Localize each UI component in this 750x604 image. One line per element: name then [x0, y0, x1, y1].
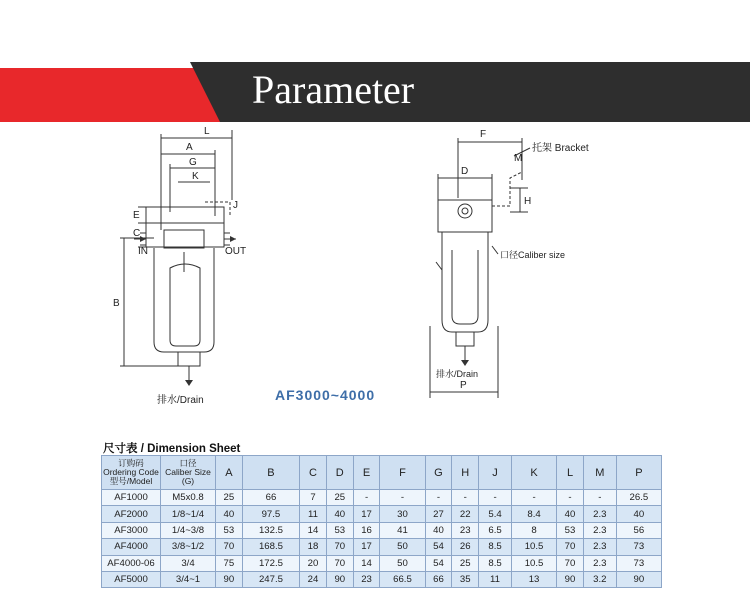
dim-label-g: G	[189, 157, 197, 168]
caliber-label: 口径Caliber size	[500, 250, 566, 260]
dim-label-f: F	[480, 129, 487, 140]
table-cell: 11	[300, 506, 327, 522]
table-header-row	[102, 456, 662, 490]
table-cell: 54	[425, 539, 452, 555]
cell-caliber: 3/4~1	[161, 571, 216, 587]
dimension-sheet-title: 尺寸表 / Dimension Sheet	[103, 443, 241, 455]
dim-label-k: K	[192, 171, 199, 182]
table-cell: 247.5	[242, 571, 299, 587]
table-cell: 2.3	[583, 522, 616, 538]
table-cell: 90	[326, 571, 353, 587]
table-cell: 5.4	[479, 506, 512, 522]
table-cell: 54	[425, 555, 452, 571]
table-cell: 50	[380, 539, 425, 555]
table-cell: -	[511, 490, 556, 506]
table-cell: 30	[380, 506, 425, 522]
table-cell: 40	[216, 506, 243, 522]
dimension-table	[101, 455, 662, 588]
table-cell: 40	[616, 506, 661, 522]
table-cell: 70	[216, 539, 243, 555]
table-cell: 50	[380, 555, 425, 571]
table-cell: 56	[616, 522, 661, 538]
bracket-label: 托架 Bracket	[532, 143, 589, 154]
header-model-line: Ordering Code	[103, 467, 159, 477]
dim-label-m: M	[514, 153, 523, 164]
cell-caliber: M5x0.8	[161, 490, 216, 506]
table-cell: 25	[216, 490, 243, 506]
header-col: H	[452, 456, 479, 490]
header-col: C	[300, 456, 327, 490]
table-cell: 66	[242, 490, 299, 506]
table-cell: 70	[326, 555, 353, 571]
table-cell: 16	[353, 522, 380, 538]
header-caliber-line: Caliber Size	[165, 467, 211, 477]
header-model-line: 型号/Model	[109, 476, 153, 486]
dim-label-l: L	[204, 126, 210, 137]
dim-label-a: A	[186, 142, 193, 153]
table-cell: 10.5	[511, 555, 556, 571]
table-cell: 75	[216, 555, 243, 571]
table-cell: 8.5	[479, 539, 512, 555]
cell-model: AF3000	[102, 522, 161, 538]
table-row	[102, 571, 662, 587]
table-cell: 7	[300, 490, 327, 506]
table-cell: 17	[353, 506, 380, 522]
table-cell: 70	[326, 539, 353, 555]
drain-label-left: 排水/Drain	[157, 395, 204, 406]
table-cell: -	[380, 490, 425, 506]
table-cell: 53	[557, 522, 584, 538]
header-col: E	[353, 456, 380, 490]
header-col: P	[616, 456, 661, 490]
table-cell: 10.5	[511, 539, 556, 555]
table-cell: 25	[452, 555, 479, 571]
table-cell: 18	[300, 539, 327, 555]
table-cell: 53	[216, 522, 243, 538]
table-cell: 73	[616, 555, 661, 571]
table-cell: 40	[326, 506, 353, 522]
port-out-label: OUT	[225, 246, 247, 257]
header-col: L	[557, 456, 584, 490]
table-cell: 23	[452, 522, 479, 538]
table-cell: -	[557, 490, 584, 506]
table-cell: 23	[353, 571, 380, 587]
header-col: A	[216, 456, 243, 490]
table-cell: -	[353, 490, 380, 506]
dim-label-e: E	[133, 210, 140, 221]
table-cell: 132.5	[242, 522, 299, 538]
header-model-line: 订购码	[118, 458, 144, 468]
table-cell: 26.5	[616, 490, 661, 506]
table-cell: 26	[452, 539, 479, 555]
header-model	[102, 456, 161, 490]
table-cell: 90	[616, 571, 661, 587]
cell-caliber: 3/4	[161, 555, 216, 571]
table-cell: 24	[300, 571, 327, 587]
table-cell: -	[425, 490, 452, 506]
table-cell: -	[583, 490, 616, 506]
technical-drawing	[0, 120, 750, 420]
header-col: K	[511, 456, 556, 490]
page-title: Parameter	[252, 67, 415, 112]
table-row	[102, 506, 662, 522]
cell-caliber: 1/8~1/4	[161, 506, 216, 522]
dim-label-d: D	[461, 166, 469, 177]
table-cell: 11	[479, 571, 512, 587]
table-cell: 90	[216, 571, 243, 587]
header-col: J	[479, 456, 512, 490]
table-row	[102, 539, 662, 555]
table-cell: -	[479, 490, 512, 506]
cell-model: AF1000	[102, 490, 161, 506]
table-cell: 66	[425, 571, 452, 587]
cell-model: AF5000	[102, 571, 161, 587]
header-col: F	[380, 456, 425, 490]
table-cell: 70	[557, 555, 584, 571]
dim-label-j: J	[233, 200, 238, 211]
table-cell: 20	[300, 555, 327, 571]
table-cell: 13	[511, 571, 556, 587]
cell-model: AF2000	[102, 506, 161, 522]
table-cell: 2.3	[583, 555, 616, 571]
dim-label-p: P	[460, 380, 467, 391]
table-row	[102, 555, 662, 571]
table-cell: 53	[326, 522, 353, 538]
table-row	[102, 490, 662, 506]
cell-model: AF4000-06	[102, 555, 161, 571]
table-cell: 22	[452, 506, 479, 522]
table-cell: 2.3	[583, 506, 616, 522]
table-cell: 97.5	[242, 506, 299, 522]
table-cell: 70	[557, 539, 584, 555]
dim-label-h: H	[524, 196, 532, 207]
header-col: M	[583, 456, 616, 490]
table-cell: 66.5	[380, 571, 425, 587]
table-cell: 40	[557, 506, 584, 522]
table-cell: 90	[557, 571, 584, 587]
header-col: B	[242, 456, 299, 490]
dim-label-b: B	[113, 298, 120, 309]
table-cell: 8	[511, 522, 556, 538]
table-cell: 2.3	[583, 539, 616, 555]
table-cell: 8.4	[511, 506, 556, 522]
table-cell: 3.2	[583, 571, 616, 587]
cell-caliber: 1/4~3/8	[161, 522, 216, 538]
table-cell: -	[452, 490, 479, 506]
header-col: G	[425, 456, 452, 490]
table-cell: 35	[452, 571, 479, 587]
header-col: D	[326, 456, 353, 490]
table-cell: 27	[425, 506, 452, 522]
drain-label-right: 排水/Drain	[436, 369, 479, 379]
table-cell: 14	[353, 555, 380, 571]
table-cell: 25	[326, 490, 353, 506]
series-label: AF3000~4000	[275, 387, 376, 403]
table-cell: 8.5	[479, 555, 512, 571]
table-cell: 172.5	[242, 555, 299, 571]
table-cell: 6.5	[479, 522, 512, 538]
table-cell: 73	[616, 539, 661, 555]
table-cell: 17	[353, 539, 380, 555]
cell-caliber: 3/8~1/2	[161, 539, 216, 555]
table-cell: 40	[425, 522, 452, 538]
header-caliber-line: 口径	[179, 458, 197, 468]
dim-label-c: C	[133, 228, 141, 239]
table-row	[102, 522, 662, 538]
table-cell: 14	[300, 522, 327, 538]
port-in-label: IN	[138, 246, 148, 257]
header-caliber	[161, 456, 216, 490]
table-cell: 168.5	[242, 539, 299, 555]
cell-model: AF4000	[102, 539, 161, 555]
table-cell: 41	[380, 522, 425, 538]
header-caliber-line: (G)	[181, 476, 195, 486]
